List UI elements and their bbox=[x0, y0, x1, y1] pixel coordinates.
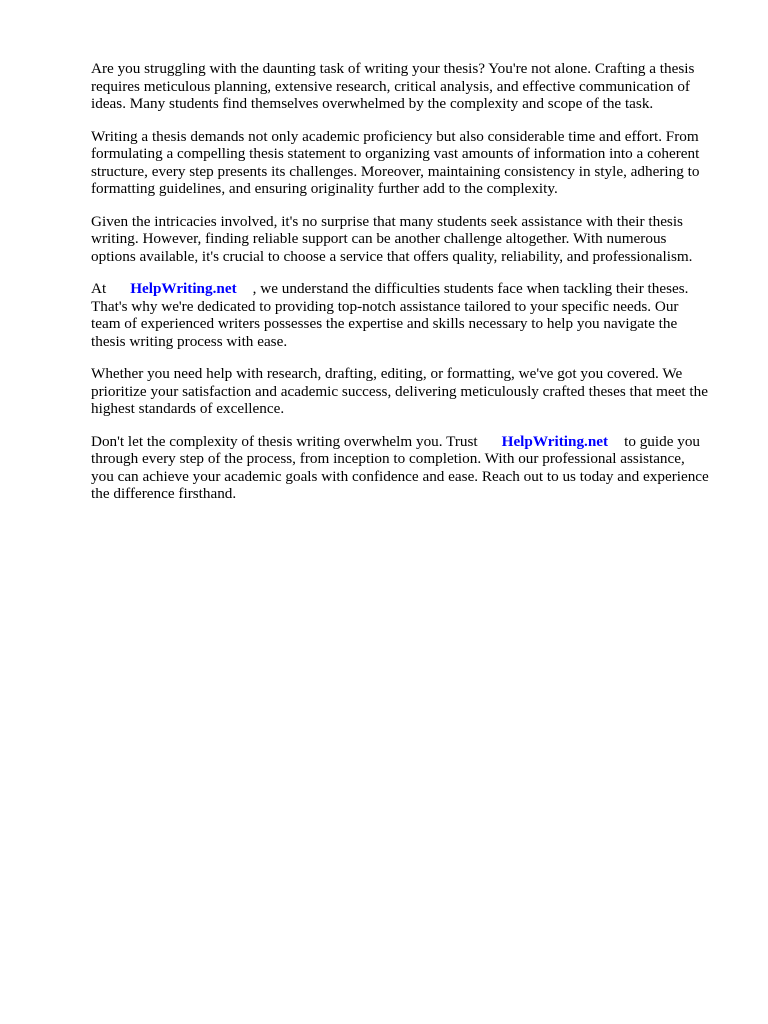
paragraph-call-to-action bbox=[91, 433, 731, 503]
paragraph-service-intro-lead: At bbox=[91, 280, 107, 297]
paragraph-service-intro-rest: , we understand the difficulties students face when tackling their theses. That's why we're dedicated to providing top-notch assistance tailored to your specific needs. Our team of experienced writers possesses the expertise and skills necessary to help you navigate the thesis writing process with ease. bbox=[91, 280, 689, 350]
document-body bbox=[91, 60, 731, 518]
helpwriting-link[interactable]: HelpWriting.net bbox=[130, 280, 237, 297]
paragraph-cta-lead: Don't let the complexity of thesis writing overwhelm you. Trust bbox=[91, 432, 478, 450]
helpwriting-link-cta[interactable]: HelpWriting.net bbox=[501, 432, 609, 450]
paragraph-coverage: Whether you need help with research, drafting, editing, or formatting, we've got you covered. We prioritize your satisfaction and academic success, delivering meticulously crafted theses that meet the highest standards of excellence. bbox=[91, 365, 708, 417]
paragraph-thesis-demands: Writing a thesis demands not only academic proficiency but also considerable time and effort. From formulating a compelling thesis statement to organizing vast amounts of information into a coherent structure, every step presents its challenges. Moreover, maintaining consistency in style, adhering to formatting guidelines, and ensuring originality further add to the complexity. bbox=[91, 127, 700, 197]
paragraph-cta-rest: to guide you through every step of the process, from inception to completion. With our professional assistance, you can achieve your academic goals with confidence and ease. Reach out to us today and experience the difference firsthand. bbox=[91, 432, 709, 502]
paragraph-intro: Are you struggling with the daunting task of writing your thesis? You're not alone. Crafting a thesis requires meticulous planning, extensive research, critical analysis, and effective communication of ideas. Many students find themselves overwhelmed by the complexity and scope of the task. bbox=[91, 60, 695, 112]
paragraph-intricacies: Given the intricacies involved, it's no surprise that many students seek assistance with their thesis writing. However, finding reliable support can be another challenge altogether. With numerous options available, it's crucial to choose a service that offers quality, reliability, and professionalism. bbox=[91, 212, 693, 265]
paragraph-service-intro bbox=[91, 280, 731, 350]
